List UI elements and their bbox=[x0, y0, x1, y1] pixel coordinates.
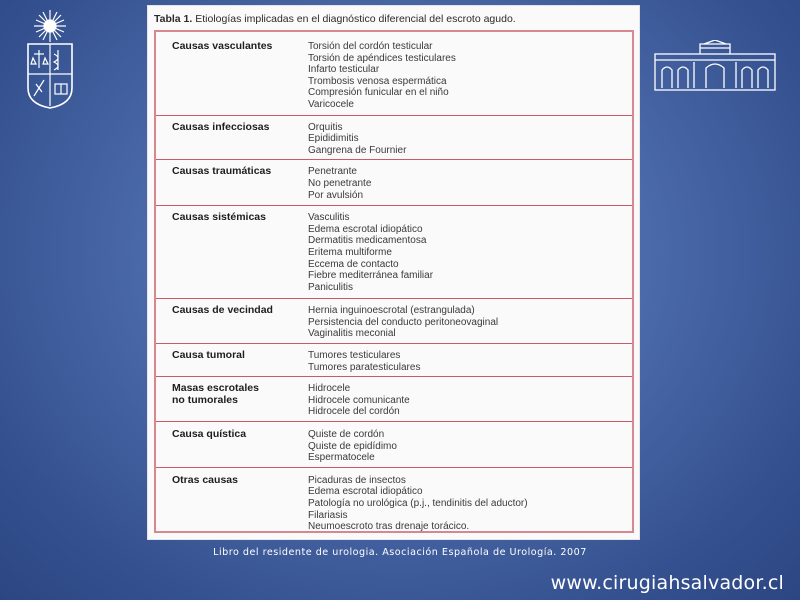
university-crest-icon bbox=[22, 8, 78, 110]
list-item: Quiste de cordón bbox=[308, 429, 385, 441]
hospital-building-icon bbox=[654, 40, 776, 92]
list-item: Torsión de apéndices testiculares bbox=[308, 52, 456, 64]
list-item: Picaduras de insectos bbox=[308, 474, 406, 486]
list-item: Tumores testiculares bbox=[308, 350, 401, 362]
list-item: Gangrena de Fournier bbox=[308, 144, 407, 156]
table-row bbox=[156, 32, 632, 116]
list-item: Vasculitis bbox=[308, 212, 350, 224]
list-item: Hidrocele del cordón bbox=[308, 406, 400, 418]
list-item: Filariasis bbox=[308, 509, 348, 521]
row-items bbox=[308, 212, 632, 293]
list-item: Torsión del cordón testicular bbox=[308, 41, 433, 52]
list-item: Dermatitis medicamentosa bbox=[308, 235, 427, 247]
list-item: Patología no urológica (p.j., tendinitis del aductor) bbox=[308, 498, 528, 509]
list-item: Varicocele bbox=[308, 98, 354, 110]
list-item: Penetrante bbox=[308, 166, 357, 178]
row-items bbox=[308, 305, 632, 340]
list-item: Eccema de contacto bbox=[308, 258, 399, 270]
source-caption: Libro del residente de urologia. Asociación Española de Urología. 2007 bbox=[213, 547, 587, 558]
list-item: Eritema multiforme bbox=[308, 246, 392, 258]
table-frame bbox=[154, 30, 634, 533]
row-category: Causa quística bbox=[172, 428, 247, 441]
list-item: Espermatocele bbox=[308, 452, 375, 464]
list-item: Vaginalitis meconial bbox=[308, 328, 396, 340]
row-items bbox=[308, 350, 632, 373]
list-item: Fiebre mediterránea familiar bbox=[308, 270, 434, 282]
table-title bbox=[154, 13, 516, 25]
row-category: Causa tumoral bbox=[172, 349, 245, 362]
list-item: Edema escrotal idiopático bbox=[308, 486, 423, 498]
row-category: Masas escrotales no tumorales bbox=[172, 382, 259, 407]
row-items bbox=[308, 122, 632, 157]
list-item: Edema escrotal idiopático bbox=[308, 223, 423, 235]
row-items bbox=[308, 475, 632, 533]
table-title-text: Etiologías implicadas en el diagnóstico diferencial del escroto agudo. bbox=[195, 13, 516, 25]
list-item: Tumores paratesticulares bbox=[308, 361, 421, 373]
table-row bbox=[156, 299, 632, 344]
row-category: Causas sistémicas bbox=[172, 211, 266, 224]
row-items bbox=[308, 41, 632, 111]
list-item: Hidrocele bbox=[308, 383, 351, 395]
row-category: Otras causas bbox=[172, 473, 238, 486]
list-item: Compresión funicular en el niño bbox=[308, 87, 449, 99]
row-items bbox=[308, 166, 632, 201]
list-item: Por avulsión bbox=[308, 189, 364, 201]
row-items bbox=[308, 429, 632, 464]
row-items bbox=[308, 383, 632, 418]
row-category: Causas infecciosas bbox=[172, 120, 270, 133]
list-item: Infarto testicular bbox=[308, 64, 380, 76]
table-row bbox=[156, 422, 632, 468]
list-item: Hidrocele comunicante bbox=[308, 394, 410, 406]
list-item: Persistencia del conducto peritoneovaginal bbox=[308, 316, 499, 328]
list-item: No penetrante bbox=[308, 177, 372, 189]
table-row bbox=[156, 377, 632, 422]
table-row bbox=[156, 468, 632, 540]
list-item: Hernia inguinoescrotal (estrangulada) bbox=[308, 305, 475, 317]
row-category: Causas de vecindad bbox=[172, 304, 273, 317]
list-item: Neumoescroto tras drenaje torácico. bbox=[308, 521, 470, 533]
table-row bbox=[156, 344, 632, 377]
list-item: Orquitis bbox=[308, 121, 343, 133]
row-category: Causas vasculantes bbox=[172, 40, 273, 52]
website-url: www.cirugiahsalvador.cl bbox=[550, 572, 784, 594]
row-category: Causas traumáticas bbox=[172, 165, 272, 178]
table-row bbox=[156, 206, 632, 299]
list-item: Quiste de epidídimo bbox=[308, 440, 397, 452]
list-item: Trombosis venosa espermática bbox=[308, 75, 447, 87]
table-row bbox=[156, 116, 632, 161]
list-item: Paniculitis bbox=[308, 281, 354, 293]
table-row bbox=[156, 160, 632, 206]
table-number: Tabla 1. bbox=[154, 13, 193, 25]
list-item: Epididimitis bbox=[308, 133, 359, 145]
etiology-table bbox=[147, 5, 640, 540]
